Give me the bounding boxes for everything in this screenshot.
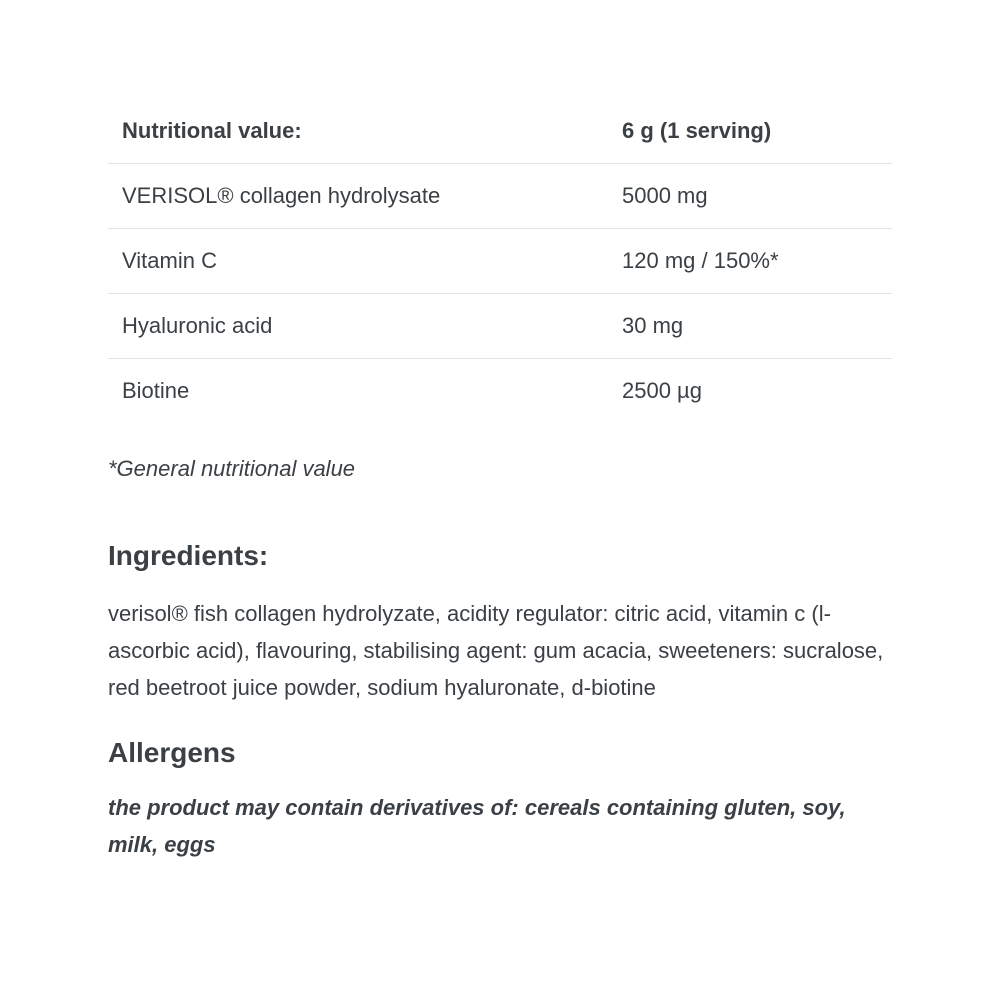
nutrition-header-value: 6 g (1 serving) [622,117,772,143]
nutrient-label: VERISOL® collagen hydrolysate [122,182,441,208]
nutrient-value: 120 mg / 150%* [622,247,779,273]
nutrient-label: Vitamin C [122,247,217,273]
table-row [108,294,892,359]
nutrition-header-label: Nutritional value: [122,117,302,143]
nutrient-value: 5000 mg [622,182,708,208]
allergens-text: the product may contain derivatives of: cereals containing gluten, soy, milk, eggs [108,795,846,857]
ingredients-heading: Ingredients: [108,540,269,571]
nutrient-value: 2500 µg [622,377,702,403]
table-row [108,359,892,423]
nutrient-label: Hyaluronic acid [122,312,273,338]
table-row [108,229,892,294]
nutrient-value: 30 mg [622,312,684,338]
nutrient-label: Biotine [122,377,190,403]
ingredients-text: verisol® fish collagen hydrolyzate, acidity regulator: citric acid, vitamin c (l-ascorbic acid), flavouring, stabilising agent: gum acacia, sweeteners: sucralose, red beetroot juice powder, sodium hyaluronate, d-biotine [108,601,884,700]
product-description-content [108,0,892,863]
nutrition-table-header-row [108,99,892,164]
nutrition-table [108,99,892,423]
nutrition-footnote: *General nutritional value [108,456,356,481]
table-row [108,164,892,229]
allergens-heading: Allergens [108,737,236,768]
